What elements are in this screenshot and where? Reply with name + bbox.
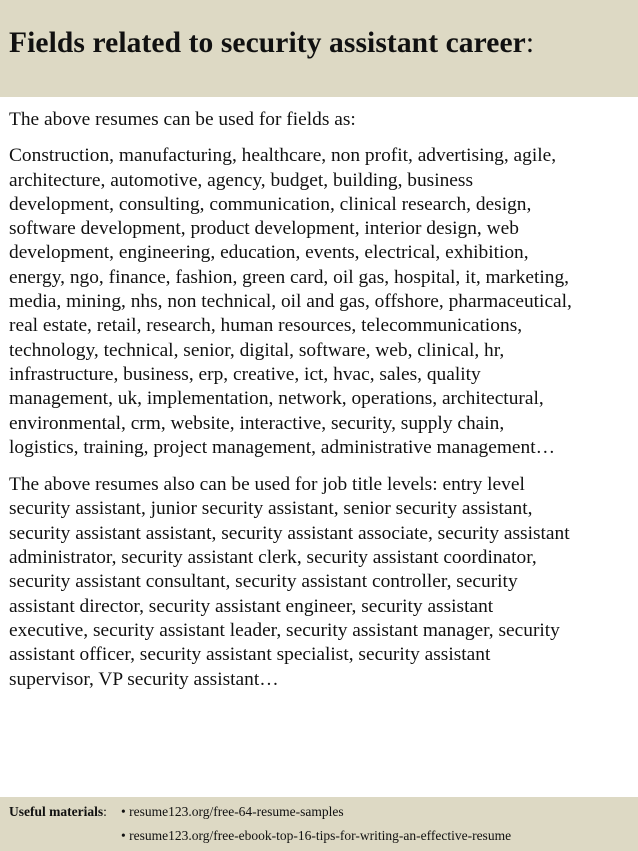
useful-materials-footer: [0, 797, 638, 851]
useful-materials-label-colon: :: [103, 804, 107, 819]
job-levels-line: assistant director, security assistant engineer, security assistant: [9, 595, 494, 617]
job-levels-line: The above resumes also can be used for job title levels: entry level: [9, 474, 525, 496]
fields-line: software development, product development, interior design, web: [9, 218, 519, 240]
fields-line: technology, technical, senior, digital, software, web, clinical, hr,: [9, 339, 505, 361]
resume-samples-link[interactable]: • resume123.org/free-64-resume-samples: [121, 804, 344, 819]
job-levels-paragraph: [9, 473, 635, 692]
fields-line: Construction, manufacturing, healthcare, non profit, advertising, agile,: [9, 145, 557, 167]
fields-line: environmental, crm, website, interactive, security, supply chain,: [9, 412, 505, 434]
fields-line: real estate, retail, research, human resources, telecommunications,: [9, 315, 523, 337]
job-levels-line: assistant officer, security assistant specialist, security assistant: [9, 644, 491, 666]
fields-paragraph: [9, 144, 635, 460]
useful-materials-label-text: Useful materials: [9, 804, 104, 819]
fields-line: development, engineering, education, events, electrical, exhibition,: [9, 242, 529, 264]
job-levels-line: administrator, security assistant clerk, security assistant coordinator,: [9, 547, 537, 569]
fields-line: architecture, automotive, agency, budget, building, business: [9, 169, 473, 191]
job-levels-line: security assistant consultant, security assistant controller, security: [9, 571, 518, 593]
job-levels-line: security assistant, junior security assistant, senior security assistant,: [9, 498, 533, 520]
main-content: [9, 108, 635, 692]
title-banner: [0, 0, 638, 97]
job-levels-line: executive, security assistant leader, security assistant manager, security: [9, 619, 560, 641]
useful-materials-label: [9, 804, 107, 820]
fields-line: logistics, training, project management, administrative management…: [9, 436, 556, 458]
job-levels-line: supervisor, VP security assistant…: [9, 668, 279, 690]
page-title-colon: :: [525, 27, 535, 59]
fields-line: infrastructure, business, erp, creative, ict, hvac, sales, quality: [9, 363, 481, 385]
fields-line: media, mining, nhs, non technical, oil and gas, offshore, pharmaceutical,: [9, 291, 572, 313]
job-levels-line: security assistant assistant, security assistant associate, security assistant: [9, 522, 570, 544]
ebook-tips-link[interactable]: • resume123.org/free-ebook-top-16-tips-for-writing-an-effective-resume: [121, 828, 512, 843]
page-title-text: Fields related to security assistant career: [9, 27, 526, 59]
page-title: [9, 27, 534, 60]
fields-line: management, uk, implementation, network, operations, architectural,: [9, 388, 544, 410]
fields-line: energy, ngo, finance, fashion, green card, oil gas, hospital, it, marketing,: [9, 266, 570, 288]
intro-text: The above resumes can be used for fields as:: [9, 109, 356, 130]
fields-line: development, consulting, communication, clinical research, design,: [9, 193, 532, 215]
